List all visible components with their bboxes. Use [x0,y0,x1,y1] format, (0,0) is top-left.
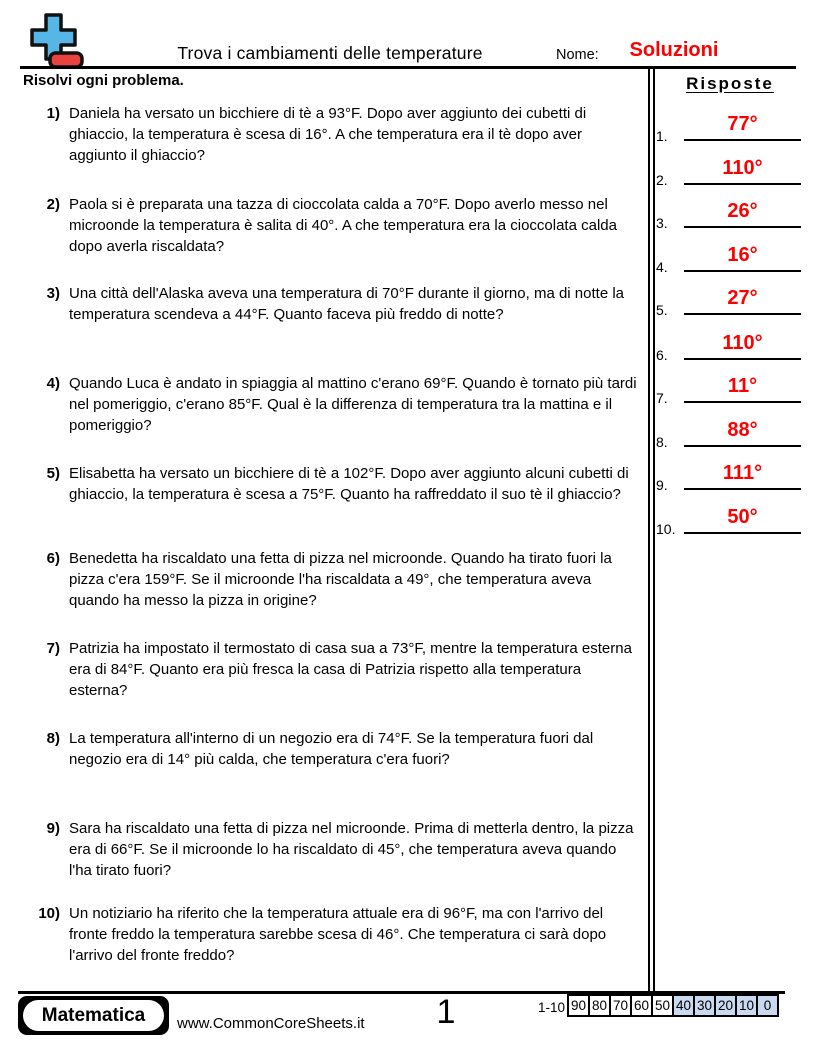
answer-row [656,157,804,188]
problem-text: Daniela ha versato un bicchiere di tè a 93°F. Dopo aver aggiunto dei cubetti di ghiaccio, la temperatura è scesa di 16°. A che temperatura era il tè dopo aver aggiunto il ghiaccio? [69,105,587,164]
problem-number: 2) [46,196,60,213]
problem-number: 4) [46,375,60,392]
problem-number: 7) [46,640,60,657]
problem-text: Patrizia ha impostato il termostato di casa sua a 73°F, mentre la temperatura esterna era di 84°F. Quanto era più fresca la casa di Patrizia rispetto alla temperatura esterna? [69,640,632,699]
answer-value: 26° [684,200,801,228]
score-cell: 0 [756,994,779,1017]
answer-value: 50° [684,506,801,534]
score-cell: 20 [714,994,737,1017]
vertical-divider [648,66,655,993]
answer-value: 77° [684,113,801,141]
problem-item [28,283,643,325]
score-cell: 90 [567,994,590,1017]
name-label: Nome: [556,47,599,63]
answer-number: 3. [656,215,668,231]
answer-row [656,244,804,275]
answer-value: 11° [684,375,801,403]
answer-row [656,375,804,406]
name-value-solutions: Soluzioni [629,39,719,61]
score-cell: 30 [693,994,716,1017]
answer-row [656,332,804,363]
answer-number: 1. [656,128,668,144]
score-cell: 50 [651,994,674,1017]
problem-item [28,638,643,701]
plus-minus-icon [26,12,86,70]
answer-number: 8. [656,434,668,450]
answer-value: 16° [684,244,801,272]
problem-number: 8) [46,730,60,747]
answer-row [656,506,804,537]
score-cell: 70 [609,994,632,1017]
answer-number: 9. [656,477,668,493]
problem-item [28,103,643,166]
answer-row [656,200,804,231]
problem-number: 3) [46,285,60,302]
problem-text: La temperatura all'interno di un negozio era di 74°F. Se la temperatura fuori dal negozio era di 14° più calda, che temperatura c'era fuori? [69,730,594,768]
score-range-label: 1-10 [537,1000,565,1015]
problem-text: Paola si è preparata una tazza di cioccolata calda a 70°F. Dopo averlo messo nel microonde la temperatura è salita di 40°. A che temperatura era la cioccolata calda dopo averla riscaldata? [69,196,617,255]
answer-value: 110° [684,157,801,185]
problem-number: 6) [46,550,60,567]
page-number: 1 [436,993,456,1031]
problem-item [28,373,643,436]
answer-number: 2. [656,172,668,188]
problem-text: Un notiziario ha riferito che la temperatura attuale era di 96°F, ma con l'arrivo del fronte freddo la temperatura sarebbe scesa di 46°. Che temperatura ci sarà dopo l'arrivo del fronte freddo? [69,905,607,964]
score-cell: 80 [588,994,611,1017]
answer-number: 5. [656,302,668,318]
score-cell: 60 [630,994,653,1017]
problem-text: Quando Luca è andato in spiaggia al mattino c'erano 69°F. Quando è tornato più tardi nel pomeriggio, c'erano 85°F. Qual è la differenza di temperatura tra la mattina e il pomeriggio? [69,375,637,434]
problem-text: Una città dell'Alaska aveva una temperatura di 70°F durante il giorno, ma di notte la temperatura scendeva a 44°F. Quanto faceva più freddo di notte? [69,285,625,323]
brand-badge [18,996,169,1035]
problem-number: 10) [38,905,60,922]
score-table [569,994,779,1017]
problem-item [28,463,643,505]
problem-item [28,194,643,257]
problem-item [28,728,643,770]
answer-row [656,462,804,493]
website-url: www.CommonCoreSheets.it [177,1015,365,1032]
problem-number: 9) [46,820,60,837]
answer-row [656,419,804,450]
answer-number: 7. [656,390,668,406]
problem-text: Sara ha riscaldato una fetta di pizza nel microonde. Prima di metterla dentro, la pizza era di 66°F. Se il microonde lo ha riscaldato di 45°, che temperatura aveva quando l'ha tirato fuori? [69,820,634,879]
answer-value: 27° [684,287,801,315]
problem-number: 1) [46,105,60,122]
instruction-text: Risolvi ogni problema. [23,72,184,89]
answer-value: 110° [684,332,801,360]
header-divider [20,66,796,69]
answer-number: 6. [656,347,668,363]
answers-column-title: Risposte [686,74,774,93]
problem-text: Elisabetta ha versato un bicchiere di tè a 102°F. Dopo aver aggiunto alcuni cubetti di ghiaccio, la temperatura è scesa a 75°F. Quanto ha raffreddato il suo tè il ghiaccio? [69,465,629,503]
answer-number: 10. [656,521,676,537]
page-title: Trova i cambiamenti delle temperature [177,43,483,63]
problem-item [28,548,643,611]
problem-number: 5) [46,465,60,482]
score-cell: 10 [735,994,758,1017]
answer-row [656,113,804,144]
problem-item [28,818,643,881]
score-cell: 40 [672,994,695,1017]
answer-value: 111° [684,462,801,490]
problem-text: Benedetta ha riscaldato una fetta di pizza nel microonde. Quando ha tirato fuori la pizza c'era 159°F. Se il microonde l'ha riscaldata a 49°, che temperatura aveva quando ha messo la pizza in origine? [69,550,612,609]
problem-item [28,903,643,966]
answer-number: 4. [656,259,668,275]
answer-value: 88° [684,419,801,447]
answer-row [656,287,804,318]
brand-label: Matematica [23,1000,164,1031]
